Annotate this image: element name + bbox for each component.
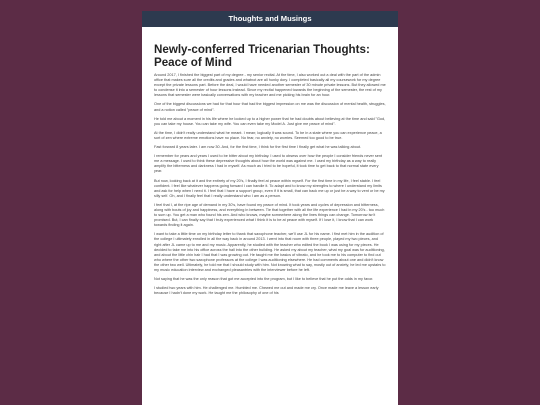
post-paragraph: He told me about a moment in his life where he looked up to a higher power that he had doubts about believing at the time and said "God, you can take my house. You can take my wife. You can even take my Model A. Just give me peace of mind".: [154, 116, 386, 126]
site-title[interactable]: Thoughts and Musings: [228, 14, 312, 23]
post-paragraph: One of the biggest discussions we had for that hour that had the biggest impression on me was the discussion of mental health, struggles, and a notion called "peace of mind".: [154, 102, 386, 112]
post-container: [142, 27, 398, 405]
post-paragraph: I want to take a little time on my birthday letter to thank that saxophone teacher, we'll use JL for his name. I first met him in the audition of the college I ultimately enrolled in all the way back in around 2013. I went into that room with three people, played my two pieces, and right after JL came up to me and my music. Apparently, he studied with the teacher who edited the book I was using for my pieces. He decided to take me into his office across the hall into the other building. He asked my about my teacher, what my goal was for auditioning, and about the little chin hair I had that I was growing out. He taught me the basics of vibrato, and he took me to his computer to find out who where the other two saxophone professors at the college I was auditioning elsewhere. He had comments about one and didn't know the other two well. Ultimately, he told me that I should study with him. Not knowing what to say, mostly out of anxiety, he led me upstairs to my music education interview and exchanged pleasantries with the interviewer before he left.: [154, 232, 386, 272]
post-paragraph: I remember for years and years I used to be bitter about my birthday. I used to obsess over how the people I consider friends never sent me a message. I used to think these depressive thoughts about how the world was against me. I used my birthday as a way to really amplify the bitterness and darkness I had in myself. As much as I tried to be hopeful, it took time to get back to that normal state every year.: [154, 154, 383, 174]
post-paragraph: At the time, I didn't really understand what he meant. I mean; logically it was sound. To be in a state where you can experience peace, a sort of zen where extreme emotions have no place. No fear, no anxiety, no worries. Seemed too good to be true.: [154, 130, 382, 140]
post-body: [154, 73, 386, 300]
post-paragraph: Not saying that he was the only reason that got me accepted into the program, but I like to believe that he put the odds in my favor.: [154, 277, 374, 282]
post-paragraph: Around 2017, I finished the biggest part of my degree - my senior recital. At the time, I also worked out a deal with the part of the admin office that makes sure all the credits and grades and whatnot are all hunky dory. I completed basically all my coursework for my degree except the private lessons part. Before the deal, I would have needed another semester of 30 minute private lessons. But they allowed me to condense it into a semester of hour lessons instead. Since my recital happened towards the beginning of the semester, the rest of my lessons that semester were basically conversations with my teacher and me picking his brain for an hour.: [154, 73, 386, 98]
post-paragraph: I feel that I, at the ripe age of demand in my 30's, have found my peace of mind. It took years and cycles of depression and bitterness, along with bouts of joy and happiness, and everything in between. Tie that together with all the life experience I had in my 20's - too much to sum up. You get a man who found his zen. And who knows, maybe somewhere along the lines things can change. Tomorrow isn't promised. But, I can finally say that I truly experienced what I think it is to be at peace with myself. If I lose it, I know that I can work towards finding it again.: [154, 202, 385, 228]
post-paragraph: I studied two years with him. He challenged me. Humbled me. Chewed me out and made me cry. Once made me leave a lesson early because I hadn't done my work. He taught me the philosophy of one of his: [154, 286, 379, 296]
post-paragraph: Fast forward 8 years later. I am now 30. And, for the first time, I think for the first time I finally get what he was talking about.: [154, 145, 362, 150]
post-title: Newly-conferred Tricenarian Thoughts: Peace of Mind: [154, 43, 370, 69]
site-header: [142, 11, 398, 27]
post-paragraph: But now, looking back at it and the entirety of my 20's, I finally feel at peace within myself. For the first time in my life, I feel stable. I feel confident. I feel like whatever happens going forward I can handle it. To adapt and to know my strengths to where I understand my limits and ask for help when I need it. I feel that I have a support group, even if it is small, that can back me up or just be a way to vent or be my silly self. Oh, and I finally feel that I really understand who I am as a person.: [154, 178, 385, 198]
